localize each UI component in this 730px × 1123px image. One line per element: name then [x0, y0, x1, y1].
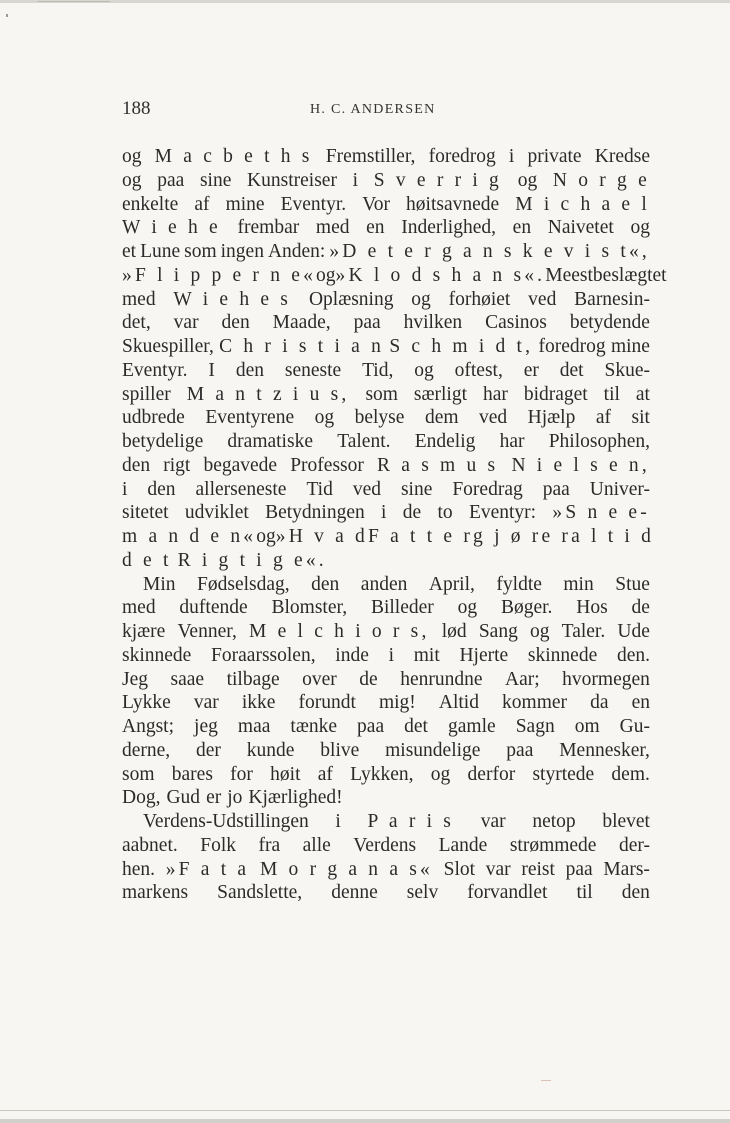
text-line — [122, 359, 650, 383]
word: Sang — [478, 621, 518, 642]
text-line — [122, 691, 650, 715]
word: det — [559, 359, 584, 381]
word: Kjærlighed! — [248, 787, 343, 809]
word: Hjerte — [459, 644, 509, 666]
word: og — [411, 288, 431, 310]
text-line — [122, 311, 650, 335]
word: Angst; — [122, 716, 175, 737]
word: forundt — [298, 692, 356, 714]
word: paa — [353, 312, 381, 334]
word: Gud — [166, 787, 201, 809]
spaced-name: M o r g a n a s« — [259, 858, 433, 880]
text-line — [122, 240, 650, 264]
word: høit — [270, 763, 301, 785]
scan-speck — [6, 14, 8, 17]
word: Sagn — [515, 716, 555, 737]
word: selv — [406, 882, 439, 904]
word: et — [122, 241, 137, 262]
word: Skue- — [604, 359, 650, 381]
word: derne, — [122, 739, 171, 761]
spaced-name: C h r i s t i a n — [219, 336, 385, 357]
word: der- — [618, 834, 650, 856]
spaced-name: »S n e e- — [552, 502, 650, 524]
word: skinnede — [122, 644, 192, 666]
word: med — [315, 217, 350, 239]
word: ingen — [220, 241, 264, 262]
word: belyse — [354, 407, 405, 429]
word: blive — [320, 739, 360, 761]
word: mine — [225, 193, 265, 215]
word: med — [122, 288, 156, 310]
text-line — [122, 501, 650, 525]
spaced-name: a l t i d — [571, 526, 655, 547]
word: da — [590, 692, 609, 714]
text-line — [122, 525, 655, 549]
word: over — [302, 668, 337, 690]
word: private — [527, 146, 582, 167]
word: Sandslette, — [217, 882, 303, 904]
word: hvormegen — [562, 668, 650, 690]
word: den — [621, 882, 650, 904]
word: sitetet — [122, 502, 169, 524]
word: Endelig — [414, 431, 476, 452]
word: har — [499, 431, 525, 452]
word: tænke — [290, 716, 338, 737]
word: rigt — [163, 454, 191, 476]
word: og — [529, 621, 550, 642]
word: Foredrag — [452, 478, 523, 500]
word: Verdens — [353, 834, 417, 856]
spaced-name: F a t t e r — [367, 526, 474, 547]
word: af — [595, 407, 612, 429]
word: frembar — [237, 217, 300, 239]
word: markens — [122, 882, 189, 904]
word: den — [235, 359, 264, 381]
word: Taler. — [561, 621, 606, 642]
word: Tid, — [362, 359, 394, 381]
word: Univer- — [589, 478, 650, 500]
word: det, — [122, 312, 151, 334]
word: der — [196, 739, 221, 761]
word: lød — [441, 621, 467, 642]
spaced-name: M a n t z i u s, — [186, 383, 350, 405]
word: Anden: — [267, 241, 326, 262]
spaced-name: m a n d e n« — [122, 526, 257, 547]
word: Eventyr: — [468, 502, 537, 524]
word: den — [122, 454, 151, 476]
word: Betydningen — [265, 502, 365, 524]
word: særligt — [413, 383, 467, 405]
text-line — [122, 810, 650, 834]
word: af — [194, 193, 210, 215]
text-line — [122, 596, 650, 620]
word: Lune — [140, 241, 181, 262]
word: derfor — [467, 763, 516, 785]
word: til — [576, 882, 593, 904]
text-line — [122, 169, 650, 193]
word: og — [122, 169, 142, 191]
word: som — [122, 763, 155, 785]
word: de — [359, 668, 378, 690]
word: dem. — [611, 763, 650, 785]
word: mig! — [378, 692, 416, 714]
word: ved — [528, 288, 557, 310]
text-line — [122, 834, 650, 858]
word: seneste — [284, 359, 342, 381]
word: gamle — [448, 716, 496, 737]
page-bottom-edge — [0, 1119, 730, 1123]
word: blevet — [602, 811, 650, 832]
spaced-name: M e l c h i o r s, — [249, 621, 430, 642]
word: høitsavnede — [406, 193, 500, 215]
word: fra — [258, 834, 281, 856]
word: Venner, — [177, 621, 237, 642]
word: Skuespiller, — [122, 336, 214, 357]
word: var — [173, 312, 199, 334]
text-line — [122, 406, 650, 430]
word: som — [184, 241, 217, 262]
word: Fødselsdag, — [197, 573, 290, 595]
word: Fremstiller, — [325, 146, 416, 167]
word: i — [381, 502, 387, 524]
word: i — [335, 811, 341, 832]
word: en — [366, 217, 385, 239]
word: denne — [331, 882, 378, 904]
word: var — [485, 858, 511, 880]
word: beslægtet — [592, 264, 667, 286]
word: hvilken — [403, 312, 463, 334]
text-line — [122, 549, 650, 573]
word: Inderlighed, — [401, 217, 496, 239]
page-header — [122, 92, 652, 122]
text-line — [122, 573, 650, 597]
word: Talent. — [337, 431, 391, 452]
word: ved — [479, 407, 508, 429]
page-bottom-line — [0, 1110, 730, 1111]
word: Mars- — [603, 858, 650, 880]
text-line — [122, 644, 650, 668]
word: Lykke — [122, 692, 171, 714]
word: dramatiske — [227, 431, 313, 452]
text-line — [122, 145, 650, 169]
word: Lykken, — [350, 763, 414, 785]
word: med — [122, 597, 156, 619]
spaced-name: N i e l s e n, — [511, 454, 650, 476]
text-line — [122, 858, 650, 882]
word: Eventyrene — [205, 407, 295, 429]
word: Hjælp — [527, 407, 576, 429]
spaced-name: »K l o d s h a n s«. — [335, 264, 546, 286]
spaced-name: N o r g e — [552, 169, 650, 191]
word: Jeg — [122, 668, 148, 690]
word: som — [365, 383, 398, 405]
word: Casinos — [485, 312, 547, 334]
word: Ude — [617, 621, 650, 642]
word: paa — [542, 478, 570, 500]
word: af — [317, 763, 333, 785]
text-line — [122, 383, 650, 407]
word: og — [457, 597, 478, 619]
word: min — [563, 573, 594, 595]
text-line — [122, 216, 650, 240]
text-line — [122, 430, 650, 454]
word: Folk — [200, 834, 237, 856]
text-line — [122, 739, 650, 763]
word: jo — [227, 787, 243, 809]
body-text — [122, 145, 667, 905]
word: tilbage — [226, 668, 280, 690]
text-line — [122, 668, 650, 692]
word: begavede — [203, 454, 278, 476]
word: forhøiet — [448, 288, 511, 310]
word: den — [311, 573, 340, 595]
word: kunde — [246, 739, 295, 761]
word: betydelige — [122, 431, 204, 452]
text-line — [122, 264, 667, 288]
word: saae — [170, 668, 205, 690]
word: aabnet. — [122, 834, 178, 856]
word: misundelige — [385, 739, 481, 761]
word: April, — [428, 573, 475, 595]
word: Kredse — [594, 146, 650, 167]
spaced-name: P a r i s — [367, 811, 455, 832]
spaced-name: »D e t e r g a n s k e v i s t«, — [329, 241, 650, 262]
word: var — [193, 692, 219, 714]
word: Stue — [615, 573, 650, 595]
spaced-name: R i g t i g e«. — [177, 549, 327, 571]
word: i — [388, 644, 395, 666]
word: i — [352, 169, 359, 191]
word: strømmede — [509, 834, 597, 856]
word: bidraget — [523, 383, 588, 405]
word: Verdens-Udstillingen — [143, 811, 309, 832]
word: oftest, — [454, 359, 503, 381]
word: er — [523, 359, 539, 381]
spaced-name: »F l i p p e r n e« — [122, 264, 317, 286]
word: Eventyr. — [122, 359, 188, 381]
word: betydende — [569, 312, 650, 334]
spaced-name: d e t — [122, 549, 172, 571]
word: den — [147, 478, 176, 500]
word: I — [208, 359, 215, 381]
word: foredrog — [538, 336, 606, 357]
word: Bøger. — [500, 597, 553, 619]
word: og — [517, 169, 538, 191]
word: mit — [413, 644, 440, 666]
text-line — [122, 193, 650, 217]
word: at — [635, 383, 650, 405]
word: Gu- — [619, 716, 650, 737]
word: hen. — [122, 858, 156, 880]
page-number: 188 — [122, 98, 151, 119]
text-line — [122, 620, 650, 644]
spaced-name: M i c h a e l — [515, 193, 650, 215]
word: og — [314, 407, 335, 429]
text-line — [122, 288, 650, 312]
word: ikke — [241, 692, 276, 714]
word: og — [316, 264, 336, 286]
word: de — [402, 502, 422, 524]
running-head: H. C. ANDERSEN — [310, 102, 436, 117]
word: i — [122, 478, 128, 500]
word: Oplæsning — [308, 288, 394, 310]
word: dem — [424, 407, 459, 429]
spaced-name: g j ø r — [473, 526, 542, 547]
word: paa — [157, 169, 185, 191]
word: sine — [400, 478, 433, 500]
word: paa — [506, 739, 534, 761]
word: Slot — [443, 858, 476, 880]
spaced-name: S c h m i d t, — [389, 336, 534, 357]
word: Professor — [290, 454, 364, 476]
word: styrtede — [532, 763, 595, 785]
word: var — [480, 811, 506, 832]
word: Meest — [545, 264, 593, 286]
word: den — [221, 312, 250, 334]
word: inde — [335, 644, 369, 666]
word: og — [256, 526, 276, 547]
word: ved — [352, 478, 381, 500]
word: paa — [357, 716, 385, 737]
word: paa — [565, 858, 593, 880]
word: udbrede — [122, 407, 185, 429]
word: sine — [199, 169, 232, 191]
word: henrundne — [400, 668, 483, 690]
word: Kunstreiser — [247, 169, 337, 191]
word: en — [631, 692, 650, 714]
word: det — [404, 716, 428, 737]
word: Barnesin- — [574, 288, 650, 310]
spaced-name: W i e h e s — [173, 288, 292, 310]
word: for — [230, 763, 253, 785]
word: og — [630, 217, 650, 239]
word: mine — [610, 336, 650, 357]
word: og — [414, 359, 434, 381]
word: og — [122, 146, 142, 167]
word: allerseneste — [195, 478, 287, 500]
word: sit — [631, 407, 650, 429]
word: forvandlet — [467, 882, 548, 904]
word: Naivetet — [547, 217, 614, 239]
word: har — [482, 383, 508, 405]
word: netop — [532, 811, 576, 832]
spaced-name: R a s m u s — [376, 454, 499, 476]
scan-speck — [541, 1080, 551, 1081]
word: om — [574, 716, 600, 737]
word: Foraarssolen, — [211, 644, 316, 666]
word: udviklet — [184, 502, 249, 524]
word: er — [206, 787, 222, 809]
word: skinnede — [527, 644, 598, 666]
word: jeg — [194, 716, 218, 737]
spaced-name: S v e r r i g — [373, 169, 503, 191]
word: spiller — [122, 383, 171, 405]
word: to — [437, 502, 453, 524]
word: anden — [360, 573, 408, 595]
text-line — [122, 715, 650, 739]
word: enkelte — [122, 193, 179, 215]
word: de — [631, 597, 650, 619]
text-line — [122, 478, 650, 502]
text-line — [122, 454, 650, 478]
word: maa — [237, 716, 271, 737]
word: fyldte — [496, 573, 542, 595]
word: duftende — [179, 597, 248, 619]
spaced-name: »F a t a — [165, 858, 250, 880]
word: Dog, — [122, 787, 161, 809]
text-line — [122, 335, 650, 359]
word: Altid — [438, 692, 479, 714]
text-line — [122, 763, 650, 787]
word: Vor — [362, 193, 390, 215]
word: reist — [521, 858, 555, 880]
word: og — [430, 763, 451, 785]
word: foredrog — [428, 146, 496, 167]
word: Lande — [438, 834, 488, 856]
word: til — [603, 383, 620, 405]
text-line — [122, 881, 650, 905]
spaced-name: W i e h e — [122, 217, 221, 239]
word: i — [508, 146, 515, 167]
spaced-name: »H v a d — [275, 526, 368, 547]
word: bares — [171, 763, 213, 785]
word: den. — [616, 644, 650, 666]
word: Eventyr. — [280, 193, 347, 215]
word: kjære — [122, 621, 166, 642]
page-top-edge-mark — [38, 1, 110, 2]
word: Mennesker, — [559, 739, 650, 761]
spaced-name: M a c b e t h s — [154, 146, 313, 167]
word: Maade, — [272, 312, 331, 334]
word: Aar; — [505, 668, 540, 690]
word: Hos — [576, 597, 608, 619]
word: kommer — [502, 692, 568, 714]
spaced-name: e r — [541, 526, 572, 547]
word: Min — [143, 573, 176, 595]
word: Blomster, — [271, 597, 348, 619]
word: alle — [302, 834, 331, 856]
text-line — [122, 786, 650, 810]
word: en — [512, 217, 532, 239]
word: Tid — [306, 478, 333, 500]
word: Billeder — [370, 597, 434, 619]
word: Philosophen, — [548, 431, 650, 452]
